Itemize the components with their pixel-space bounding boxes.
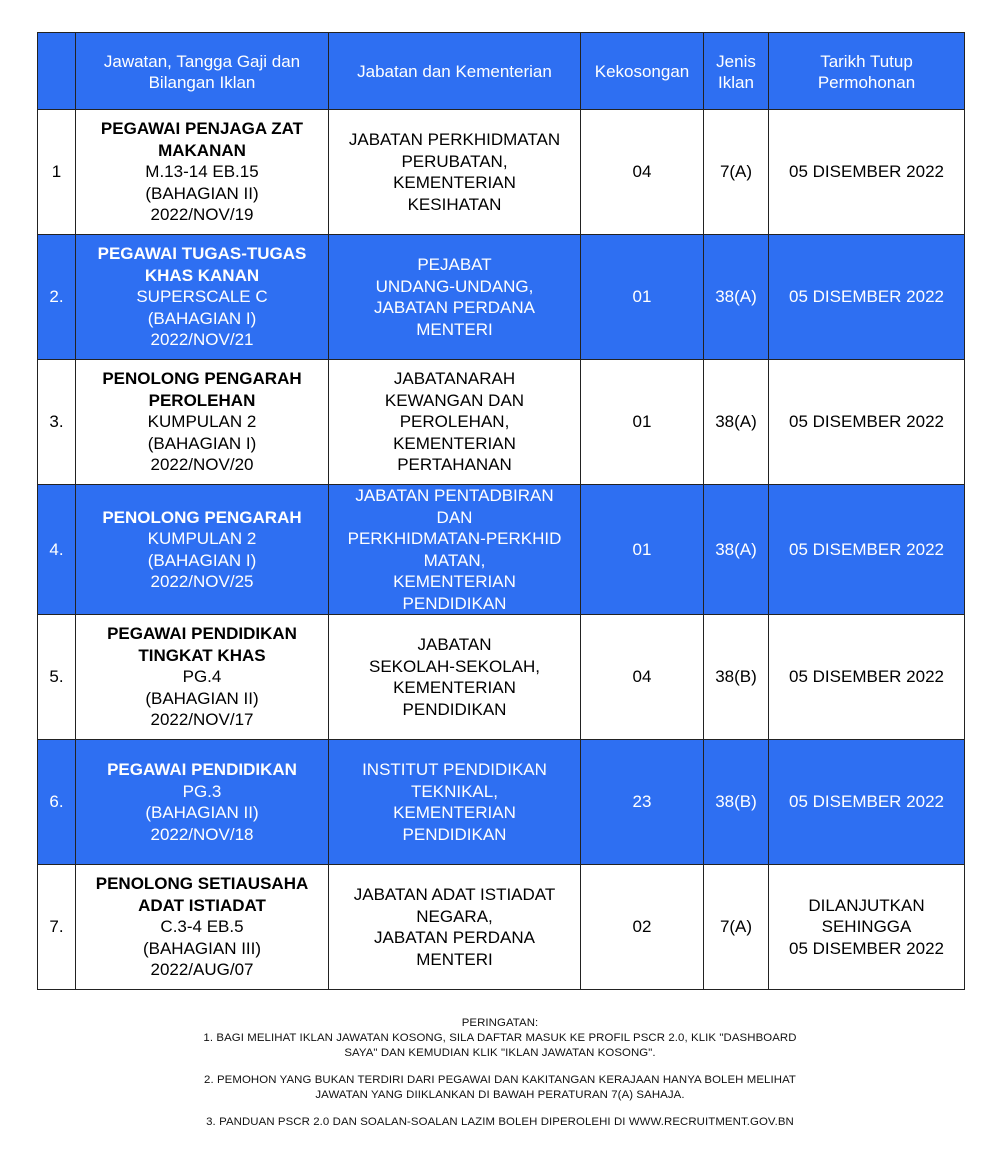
position-detail: 2022/NOV/17: [150, 710, 254, 730]
department-line: JABATAN PERDANA: [374, 298, 535, 317]
ad-type-cell: 38(A): [704, 485, 769, 615]
position-cell: [76, 740, 329, 865]
table-row: [38, 110, 965, 235]
row-number: 1: [38, 110, 76, 235]
table-row: [38, 740, 965, 865]
closing-date-cell: [769, 360, 965, 485]
vacancy-table: [37, 32, 965, 990]
department-line: KEMENTERIAN: [393, 173, 516, 192]
note-3: [0, 1115, 1000, 1130]
position-title: KHAS KANAN: [144, 265, 260, 285]
position-title: PEGAWAI PENDIDIKAN: [107, 760, 297, 779]
position-title: PEROLEHAN: [148, 390, 256, 410]
department-line: SEKOLAH-SEKOLAH,: [368, 656, 540, 676]
department-line: PENDIDIKAN: [402, 824, 507, 844]
note-3-line-1: 3. PANDUAN PSCR 2.0 DAN SOALAN-SOALAN LAZIM BOLEH DIPEROLEHI DI WWW.RECRUITMENT.GOV.BN: [206, 1116, 794, 1128]
header-vacancies: Kekosongan: [581, 33, 704, 110]
position-detail: PG.4: [182, 667, 222, 687]
department-cell: [329, 615, 581, 740]
position-detail: (BAHAGIAN II): [145, 183, 259, 203]
table-row: [38, 235, 965, 360]
department-line: TEKNIKAL,: [411, 781, 498, 801]
table-row: [38, 865, 965, 990]
department-cell: [329, 360, 581, 485]
department-line: PENDIDIKAN: [402, 593, 507, 613]
vacancies-cell: 23: [581, 740, 704, 865]
table-header-row: [38, 33, 965, 110]
department-cell: [329, 740, 581, 865]
closing-date-cell: [769, 865, 965, 990]
department-line: PEROLEHAN,: [399, 412, 510, 432]
header-closing-date: [769, 33, 965, 110]
table-row: [38, 360, 965, 485]
department-line: KEMENTERIAN: [393, 572, 516, 591]
department-line: DAN: [436, 507, 473, 527]
ad-type-cell: 7(A): [704, 110, 769, 235]
closing-date-line: 05 DISEMBER 2022: [789, 162, 944, 182]
position-detail: KUMPULAN 2: [147, 529, 257, 548]
department-cell: [329, 110, 581, 235]
closing-date-cell: [769, 485, 965, 615]
position-detail: (BAHAGIAN I): [147, 433, 257, 453]
closing-date-line: 05 DISEMBER 2022: [789, 412, 944, 432]
position-cell: [76, 615, 329, 740]
closing-date-cell: [769, 110, 965, 235]
closing-date-line: 05 DISEMBER 2022: [789, 287, 944, 307]
note-2-line-2: JAWATAN YANG DIIKLANKAN DI BAWAH PERATURAN 7(A) SAHAJA.: [315, 1089, 685, 1101]
vacancies-cell: 02: [581, 865, 704, 990]
department-line: KESIHATAN: [407, 194, 502, 214]
department-line: KEMENTERIAN: [393, 433, 516, 453]
closing-date-cell: [769, 235, 965, 360]
position-detail: 2022/NOV/20: [150, 455, 254, 475]
position-detail: (BAHAGIAN I): [147, 550, 257, 570]
position-detail: 2022/NOV/25: [150, 572, 254, 591]
department-line: JABATAN PENTADBIRAN: [355, 486, 554, 505]
department-line: KEMENTERIAN: [393, 678, 516, 697]
position-title: MAKANAN: [158, 140, 246, 160]
department-line: MENTERI: [416, 319, 493, 339]
closing-date-line: 05 DISEMBER 2022: [789, 792, 944, 812]
position-detail: (BAHAGIAN II): [145, 688, 259, 708]
closing-date-line: 05 DISEMBER 2022: [789, 938, 944, 958]
position-title: PENOLONG PENGARAH: [102, 369, 302, 389]
position-detail: 2022/NOV/18: [150, 824, 254, 844]
department-line: PERUBATAN,: [401, 151, 508, 171]
position-cell: [76, 110, 329, 235]
header-number: [38, 33, 76, 110]
department-line: NEGARA,: [416, 906, 493, 926]
vacancies-cell: 01: [581, 235, 704, 360]
note-1-line-2: SAYA" DAN KEMUDIAN KLIK "IKLAN JAWATAN KOSONG".: [344, 1047, 656, 1059]
position-title: PEGAWAI TUGAS-TUGAS: [97, 244, 307, 264]
vacancies-cell: 01: [581, 485, 704, 615]
department-line: JABATAN PERKHIDMATAN: [348, 130, 561, 149]
department-cell: [329, 485, 581, 615]
closing-date-line: 05 DISEMBER 2022: [789, 539, 944, 559]
department-line: MATAN,: [423, 550, 486, 570]
note-2: [0, 1073, 1000, 1103]
note-1-line-1: 1. BAGI MELIHAT IKLAN JAWATAN KOSONG, SILA DAFTAR MASUK KE PROFIL PSCR 2.0, KLIK "DASHBOARD: [203, 1032, 797, 1044]
header-ad-type: [704, 33, 769, 110]
ad-type-cell: 38(B): [704, 740, 769, 865]
header-position-line-1: Jawatan, Tangga Gaji dan: [103, 51, 301, 71]
position-cell: [76, 485, 329, 615]
position-detail: (BAHAGIAN III): [142, 938, 262, 958]
ad-type-cell: 7(A): [704, 865, 769, 990]
position-cell: [76, 865, 329, 990]
position-detail: C.3-4 EB.5: [160, 917, 244, 937]
department-line: MENTERI: [416, 949, 493, 969]
department-line: PERTAHANAN: [397, 455, 512, 475]
header-department: Jabatan dan Kementerian: [329, 33, 581, 110]
position-detail: 2022/AUG/07: [150, 960, 254, 980]
department-cell: [329, 235, 581, 360]
ad-type-cell: 38(A): [704, 360, 769, 485]
department-line: JABATAN: [417, 635, 492, 654]
closing-date-line: SEHINGGA: [821, 917, 912, 937]
closing-date-cell: [769, 615, 965, 740]
position-detail: (BAHAGIAN II): [145, 803, 259, 822]
row-number: 2.: [38, 235, 76, 360]
position-detail: M.13-14 EB.15: [145, 162, 259, 182]
position-cell: [76, 360, 329, 485]
ad-type-cell: 38(A): [704, 235, 769, 360]
department-line: JABATANARAH: [393, 369, 516, 389]
closing-date-cell: [769, 740, 965, 865]
ad-type-cell: 38(B): [704, 615, 769, 740]
department-line: UNDANG-UNDANG,: [375, 276, 534, 296]
position-title: PEGAWAI PENDIDIKAN: [107, 624, 297, 644]
note-1: [0, 1031, 1000, 1061]
notes-heading-block: [0, 1016, 1000, 1031]
position-detail: (BAHAGIAN I): [147, 308, 257, 328]
row-number: 4.: [38, 485, 76, 615]
position-title: PENOLONG SETIAUSAHA: [95, 874, 309, 894]
header-ad-type-line-2: Iklan: [718, 73, 754, 92]
header-closing-line-2: Permohonan: [817, 73, 916, 92]
table-row: [38, 615, 965, 740]
position-detail: KUMPULAN 2: [147, 412, 257, 432]
position-cell: [76, 235, 329, 360]
department-line: JABATAN PERDANA: [374, 928, 535, 947]
position-title: PEGAWAI PENJAGA ZAT: [100, 119, 304, 139]
row-number: 6.: [38, 740, 76, 865]
department-line: JABATAN ADAT ISTIADAT: [353, 885, 556, 904]
position-detail: PG.3: [182, 781, 222, 801]
position-detail: SUPERSCALE C: [136, 287, 268, 307]
header-position-line-2: Bilangan Iklan: [148, 73, 256, 92]
position-title: ADAT ISTIADAT: [138, 895, 266, 915]
position-detail: 2022/NOV/21: [150, 330, 254, 350]
vacancies-cell: 01: [581, 360, 704, 485]
header-closing-line-1: Tarikh Tutup: [820, 51, 913, 71]
position-title: PENOLONG PENGARAH: [102, 507, 302, 527]
row-number: 5.: [38, 615, 76, 740]
header-position: [76, 33, 329, 110]
closing-date-line: 05 DISEMBER 2022: [789, 667, 944, 687]
vacancies-cell: 04: [581, 110, 704, 235]
notes-section: [0, 1016, 1000, 1142]
table-row: [38, 485, 965, 615]
department-line: INSTITUT PENDIDIKAN: [362, 760, 547, 779]
vacancies-cell: 04: [581, 615, 704, 740]
department-cell: [329, 865, 581, 990]
department-line: PEJABAT: [417, 255, 492, 274]
table-body: [38, 110, 965, 990]
department-line: PENDIDIKAN: [402, 699, 507, 719]
row-number: 7.: [38, 865, 76, 990]
department-line: KEMENTERIAN: [393, 803, 516, 822]
row-number: 3.: [38, 360, 76, 485]
position-title: TINGKAT KHAS: [138, 645, 266, 665]
position-detail: 2022/NOV/19: [150, 205, 254, 225]
department-line: PERKHIDMATAN-PERKHID: [347, 529, 562, 548]
department-line: KEWANGAN DAN: [384, 390, 525, 410]
note-2-line-1: 2. PEMOHON YANG BUKAN TERDIRI DARI PEGAWAI DAN KAKITANGAN KERAJAAN HANYA BOLEH MELIHAT: [204, 1074, 796, 1086]
closing-date-line: DILANJUTKAN: [808, 895, 925, 915]
notes-heading: PERINGATAN:: [461, 1017, 539, 1029]
header-ad-type-line-1: Jenis: [716, 51, 756, 71]
